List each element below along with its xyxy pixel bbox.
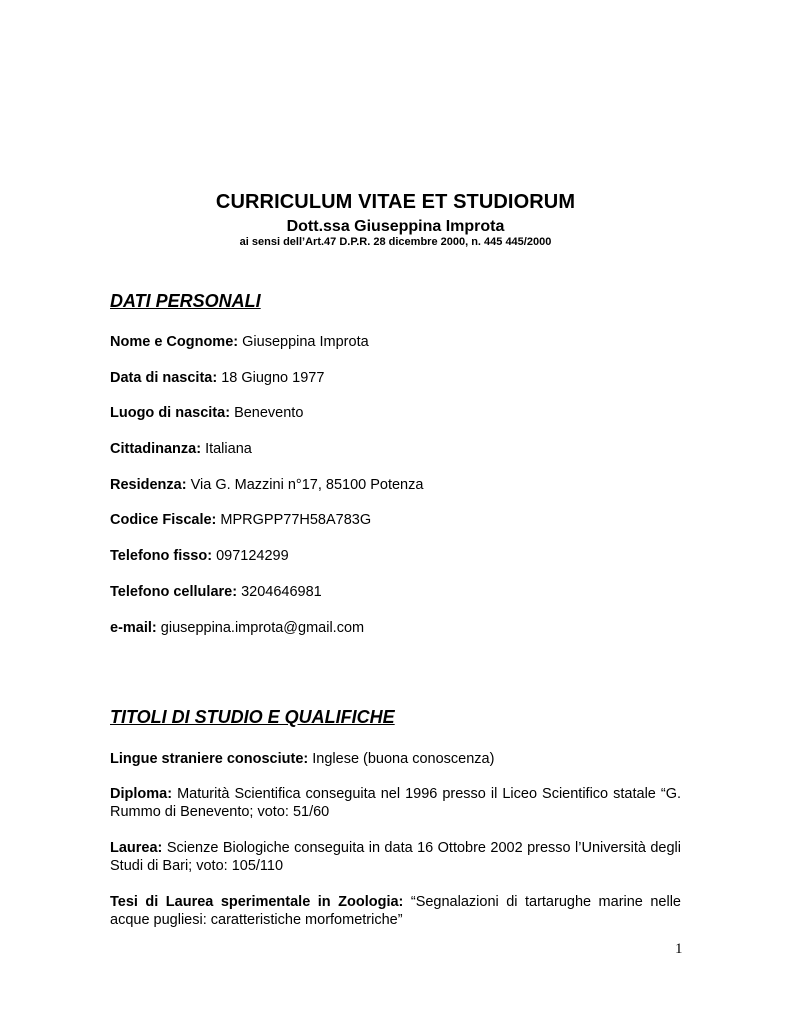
field-birth-date <box>110 369 324 387</box>
section-heading-qualifications: TITOLI DI STUDIO E QUALIFICHE <box>110 707 395 727</box>
paragraph-label: Tesi di Laurea sperimentale in Zoologia: <box>110 894 404 910</box>
document-title: CURRICULUM VITAE ET STUDIORUM <box>215 191 576 213</box>
paragraph-label: Laurea: <box>110 840 163 856</box>
field-citizenship <box>110 440 252 458</box>
field-label: Luogo di nascita: <box>110 405 231 421</box>
field-label: Residenza: <box>110 477 187 493</box>
field-value: MPRGPP77H58A783G <box>220 512 372 528</box>
field-value: Inglese (buona conoscenza) <box>312 751 495 767</box>
paragraph-diploma <box>110 785 681 821</box>
field-birth-place <box>110 404 303 422</box>
field-label: Codice Fiscale: <box>110 512 217 528</box>
paragraph-degree <box>110 839 681 875</box>
paragraph-label: Diploma: <box>110 786 173 802</box>
field-residence <box>110 476 423 494</box>
section-heading-personal-data: DATI PERSONALI <box>110 291 261 311</box>
field-value: 3204646981 <box>241 584 322 600</box>
field-value: Italiana <box>205 441 252 457</box>
field-full-name <box>110 333 369 351</box>
field-landline <box>110 547 289 565</box>
field-label: Lingue straniere conosciute: <box>110 751 309 767</box>
page-number: 1 <box>675 941 683 957</box>
field-languages <box>110 750 494 768</box>
paragraph-text: Scienze Biologiche conseguita in data 16 Ottobre 2002 presso l’Università degli Studi di Bari; voto: 105/110 <box>110 840 682 874</box>
field-value: Benevento <box>234 405 304 421</box>
author-name: Dott.ssa Giuseppina Improta <box>286 218 505 235</box>
field-value: Giuseppina Improta <box>242 334 369 350</box>
field-value: 18 Giugno 1977 <box>221 370 325 386</box>
field-label: Telefono cellulare: <box>110 584 238 600</box>
field-label: Telefono fisso: <box>110 548 213 564</box>
field-tax-code <box>110 511 371 529</box>
legal-reference: ai sensi dell’Art.47 D.P.R. 28 dicembre 2000, n. 445 445/2000 <box>239 236 552 248</box>
paragraph-text: “Segnalazioni di tartarughe marine nelle acque pugliesi: caratteristiche morfometriche” <box>110 894 681 928</box>
field-value: giuseppina.improta@gmail.com <box>160 620 365 636</box>
paragraph-text: Maturità Scientifica conseguita nel 1996 presso il Liceo Scientifico statale “G. Rummo di Benevento; voto: 51/60 <box>110 786 682 820</box>
field-label: Data di nascita: <box>110 370 218 386</box>
field-mobile <box>110 583 322 601</box>
field-label: Cittadinanza: <box>110 441 202 457</box>
paragraph-thesis <box>110 893 681 929</box>
field-label: Nome e Cognome: <box>110 334 239 350</box>
field-value: 097124299 <box>216 548 289 564</box>
field-value: Via G. Mazzini n°17, 85100 Potenza <box>190 477 424 493</box>
field-label: e-mail: <box>110 620 157 636</box>
field-email <box>110 619 364 637</box>
